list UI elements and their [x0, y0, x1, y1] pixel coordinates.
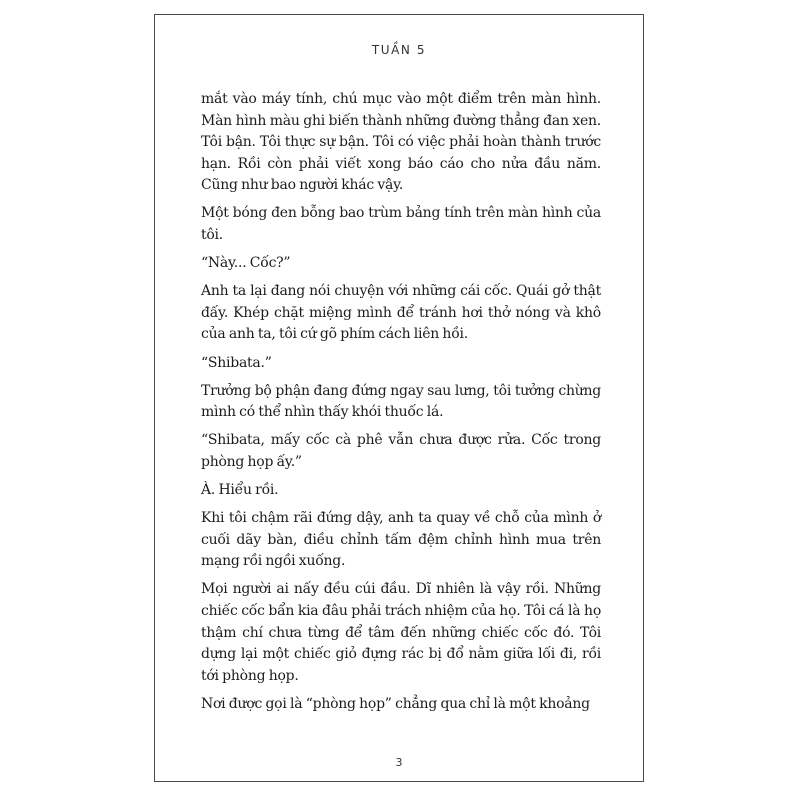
paragraph: mắt vào máy tính, chú mục vào một điểm trên màn hình. Màn hình màu ghi biến thành những đường thẳng đan xen. Tôi bận. Tôi thực sự bận. Tôi có việc phải hoàn thành trước hạn. Rồi còn phải viết xong báo cáo cho nửa đầu năm. Cũng như bao người khác vậy. [201, 91, 601, 194]
paragraph: “Này... Cốc?” [201, 255, 291, 272]
paragraph: “Shibata.” [201, 354, 272, 371]
book-page [154, 14, 644, 782]
paragraph: À. Hiểu rồi. [201, 482, 279, 498]
paragraph: “Shibata, mấy cốc cà phê vẫn chưa được rửa. Cốc trong phòng họp ấy.” [201, 432, 601, 470]
paragraph: Mọi người ai nấy đều cúi đầu. Dĩ nhiên là vậy rồi. Những chiếc cốc bẩn kia đâu phải trách nhiệm của họ. Tôi cá là họ thậm chí chưa từng để tâm đến những chiếc cốc đó. Tôi dựng lại một chiếc giỏ đựng rác bị đổ nằm giữa lối đi, rồi tới phòng họp. [201, 581, 601, 684]
page-number: 3 [395, 756, 403, 769]
running-header: TUẦN 5 [371, 43, 427, 57]
paragraph: Một bóng đen bỗng bao trùm bảng tính trên màn hình của tôi. [201, 205, 601, 244]
paragraph: Khi tôi chậm rãi đứng dậy, anh ta quay về chỗ của mình ở cuối dãy bàn, điều chỉnh tấm đệm chỉnh hình mua trên mạng rồi ngồi xuống. [201, 510, 601, 570]
paragraph: Anh ta lại đang nói chuyện với những cái cốc. Quái gở thật đấy. Khép chặt miệng mình để tránh hơi thở nóng và khô của anh ta, tôi cứ gõ phím cách liên hồi. [201, 283, 601, 343]
paragraph: Trưởng bộ phận đang đứng ngay sau lưng, tôi tưởng chừng mình có thể nhìn thấy khói thuốc lá. [201, 382, 601, 421]
body-text [201, 89, 601, 722]
paragraph: Nơi được gọi là “phòng họp” chẳng qua chỉ là một khoảng [201, 695, 590, 712]
